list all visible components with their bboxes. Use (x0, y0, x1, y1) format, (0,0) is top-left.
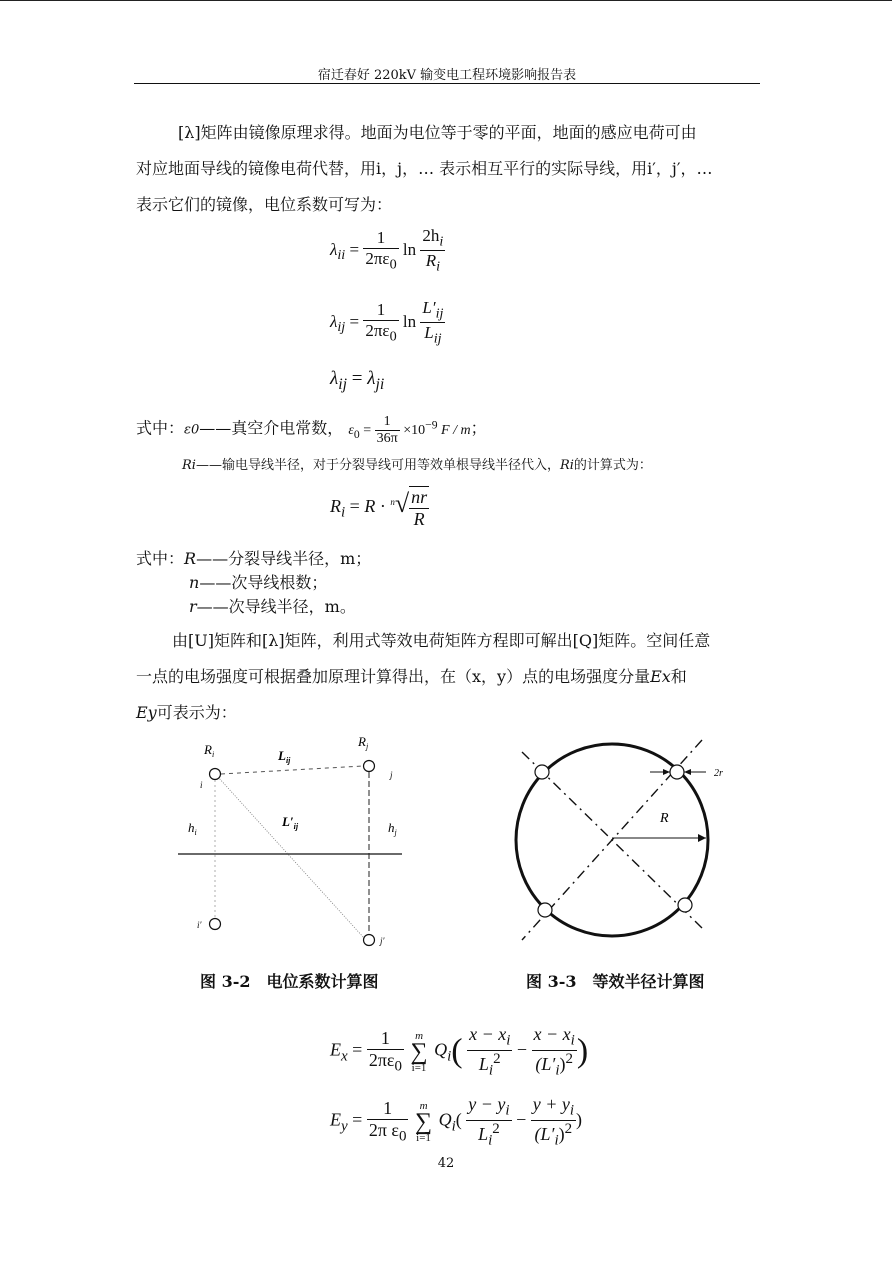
para2-line2: 一点的电场强度可根据叠加原理计算得出，在（x，y）点的电场强度分量Ex和 (136, 667, 687, 686)
label-j: j (390, 770, 393, 780)
label-lij: $L_{ij}$ (278, 748, 291, 765)
dim-arrowhead-right (684, 769, 691, 775)
para1-line3: 表示它们的镜像，电位系数可写为： (136, 195, 393, 214)
subconductor-1 (535, 765, 549, 779)
caption-figure-3-3: 图 3-3 等效半径计算图 (526, 972, 705, 991)
para1-line2: 对应地面导线的镜像电荷代替，用i，j，… 表示相互平行的实际导线，用i′，j′，… (136, 159, 713, 178)
label-rj: $R_j$ (358, 734, 369, 751)
equation-symmetry: $\lambda_{ij} = \lambda_{ji}$ (330, 368, 385, 393)
page-number: 42 (437, 1156, 455, 1171)
where2-line3: r——次导线半径，m。 (189, 597, 356, 616)
lij-line (221, 766, 363, 774)
where2-line1: 式中：R——分裂导线半径，m； (136, 549, 372, 568)
where2-line2: n——次导线根数； (189, 573, 328, 592)
label-radius: R (660, 811, 669, 826)
label-i-prime: i′ (197, 920, 202, 930)
label-i: i (200, 780, 203, 790)
label-hi: $h_i$ (188, 820, 197, 837)
top-border (0, 0, 892, 1)
subconductor-2 (670, 765, 684, 779)
figure-3-2-diagram (170, 728, 420, 958)
header-rule (134, 83, 760, 84)
where-epsilon-line: 式中：ε0——真空介电常数， $\varepsilon_0$ = $\frac{1}{36\pi}$ $\times 10^{-9}$ F / m； (136, 414, 487, 446)
para2-line1: 由[U]矩阵和[λ]矩阵，利用式等效电荷矩阵方程即可解出[Q]矩阵。空间任意 (172, 631, 711, 650)
conductor-i (210, 769, 221, 780)
para2-line3: Ey可表示为： (136, 703, 237, 722)
radius-arrowhead (698, 834, 706, 842)
equation-ey: $E_y$ = $\frac{1}{2\pi \varepsilon_0}$ m ∑ i=1 $Q_i$( $\frac{y - y_i}{L_i^2}$ − $\frac{y + y_i}{(L'_i)^2}$ ) (330, 1094, 583, 1149)
label-j-prime: j′ (380, 936, 385, 946)
equation-ex: $E_x$ = $\frac{1}{2\pi\varepsilon_0}$ m ∑ i=1 $Q_i$( $\frac{x - x_i}{L_i^2}$ − $\frac{x - x_i}{(L'_i)^2}$ ) (330, 1024, 589, 1079)
lpij-line (218, 777, 364, 938)
figure-3-3-diagram (500, 730, 760, 950)
image-conductor-i (210, 919, 221, 930)
para1-line1: [λ]矩阵由镜像原理求得。地面为电位等于零的平面，地面的感应电荷可由 (178, 123, 697, 142)
image-conductor-j (364, 935, 375, 946)
caption-figure-3-2: 图 3-2 电位系数计算图 (200, 972, 379, 991)
subconductor-4 (678, 898, 692, 912)
label-hj: $h_j$ (388, 820, 397, 837)
dim-arrowhead-left (663, 769, 670, 775)
running-header: 宿迁春好 220kV 输变电工程环境影响报告表 (317, 68, 577, 83)
equation-lambda-ij: $\lambda_{ij}$ = $\frac{1}{2\pi\varepsilon_0}$ ln $\frac{L'_{ij}}{L_{ij}}$ (330, 298, 444, 347)
equation-ri: $R_i = R \cdot ^n√$ $\frac{nr}{R}$ (330, 487, 428, 529)
ri-definition-line: Ri——输电导线半径，对于分裂导线可用等效单根导线半径代入，Ri的计算式为： (182, 458, 652, 473)
label-2r: 2r (714, 768, 723, 779)
subconductor-3 (538, 903, 552, 917)
conductor-j (364, 761, 375, 772)
equation-lambda-ii: $\lambda_{ii}$ = $\frac{1}{2\pi\varepsilon_0}$ ln $\frac{2h_i}{R_i}$ (330, 226, 444, 275)
label-ri: $R_i$ (204, 742, 215, 759)
label-lpij: $L'_{ij}$ (282, 814, 299, 831)
